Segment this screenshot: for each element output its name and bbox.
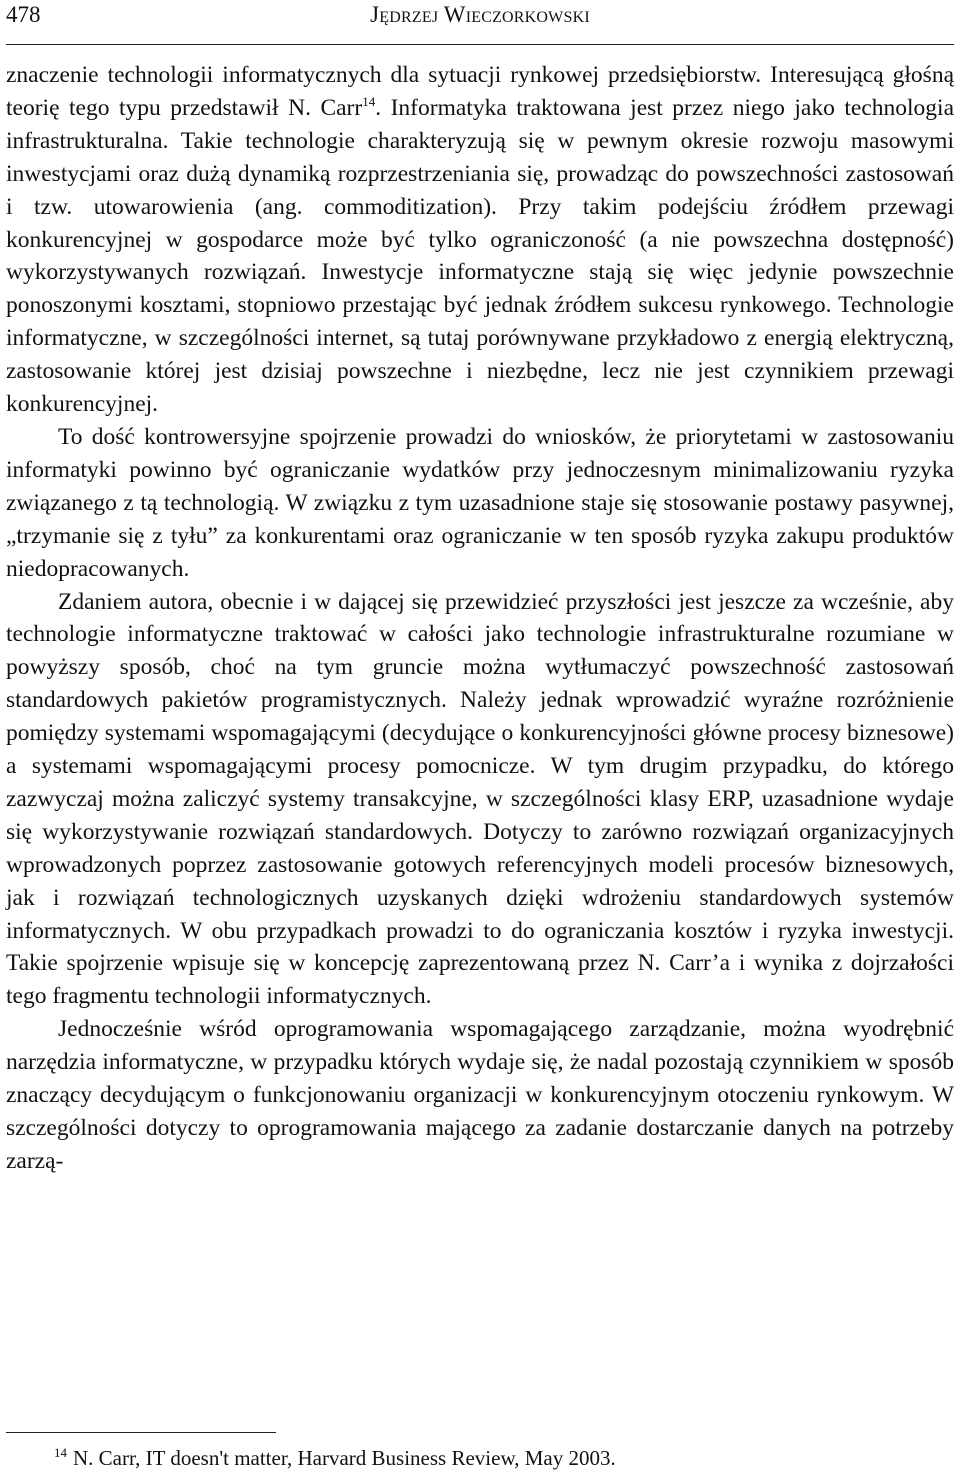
body-text [6, 59, 954, 1178]
paragraph-2: To dość kontrowersyjne spojrzenie prowadzi do wniosków, że priorytetami w zastosowaniu informatyki powinno być ograniczanie wydatków przy jednoczesnym minimalizowaniu ryzyka związanego z tą technologią. W związku z tym uzasadnione staje się stosowanie postawy pasywnej, „trzymanie się z tyłu” za konkurentami oraz ograniczanie w ten sposób ryzyka zakupu produktów niedopracowanych. [6, 423, 954, 582]
footnote-reference: 14 [362, 94, 376, 110]
footnote [54, 1445, 616, 1471]
footnote-text: N. Carr, IT doesn't matter, Harvard Business Review, May 2003. [73, 1446, 616, 1470]
footnote-number: 14 [54, 1445, 67, 1460]
paragraph-1-text-a: znaczenie technologii informatycznych dla sytuacji rynkowej przedsiębiorstw. Interesującą głośną teorię tego typu przedstawił N. Carr [6, 62, 954, 121]
paragraph-1 [6, 59, 954, 421]
paragraph-3: Zdaniem autora, obecnie i w dającej się przewidzieć przyszłości jest jeszcze za wcześnie, aby technologie informatyczne traktować w całości jako technologie infrastrukturalne rozumiane w powyższy sposób, choć na tym gruncie można wytłumaczyć powszechność zastosowań standardowych pakietów programistycznych. Należy jednak wprowadzić wyraźne rozróżnienie pomiędzy systemami wspomagającymi (decydujące o konkurencyjności główne procesy biznesowe) a systemami wspomagającymi procesy pomocnicze. W tym drugim przypadku, do którego zazwyczaj można zaliczyć systemy transakcyjne, w szczególności klasy ERP, uzasadnione wydaje się wykorzystywanie rozwiązań standardowych. Dotyczy to zarówno rozwiązań organizacyjnych wprowadzonych poprzez zastosowanie gotowych referencyjnych modeli procesów biznesowych, jak i rozwiązań technologicznych uzyskanych dzięki wdrożeniu standardowych systemów informatycznych. W obu przypadkach prowadzi to do ograniczania kosztów i ryzyka inwestycji. Takie spojrzenie wpisuje się w koncepcję zaprezentowaną przez N. Carr’a i wynika z dojrzałości tego fragmentu technologii informatycznych. [6, 588, 954, 1010]
running-title: Jędrzej Wieczorkowski [370, 2, 590, 27]
footnote-separator [6, 1432, 276, 1433]
page-number: 478 [6, 2, 41, 27]
running-head [6, 0, 954, 45]
paragraph-4: Jednocześnie wśród oprogramowania wspomagającego zarządzanie, można wyodrębnić narzędzia informatyczne, w przypadku których wydaje się, że nadal pozostają czynnikiem w sposób znaczący decydującym o funkcjonowaniu organizacji w konkurencyjnym otoczeniu rynkowym. W szczególności dotyczy to oprogramowania mającego za zadanie dostarczanie danych na potrzeby zarzą- [6, 1016, 954, 1174]
paragraph-1-text-b: . Informatyka traktowana jest przez niego jako technologia infrastrukturalna. Takie technologie charakteryzują się w pewnym okresie rozwoju masowymi inwestycjami oraz dużą dynamiką rozprzestrzeniania się, prowadząc do powszechności zastosowań i tzw. utowarowienia (ang. commoditization). Przy takim podejściu źródłem przewagi konkurencyjnej w gospodarce może być tylko ograniczoność (a nie powszechna dostępność) wykorzystywanych rozwiązań. Inwestycje informatyczne stają się więc jedynie powszechnie ponoszonymi kosztami, stopniowo przestając być jednak źródłem sukcesu rynkowego. Technologie informatyczne, w szczególności internet, są tutaj porównywane przykładowo z energią elektryczną, zastosowanie której jest dzisiaj powszechne i niezbędne, lecz nie jest czynnikiem przewagi konkurencyjnej. [6, 94, 955, 418]
document-page [6, 0, 955, 1470]
